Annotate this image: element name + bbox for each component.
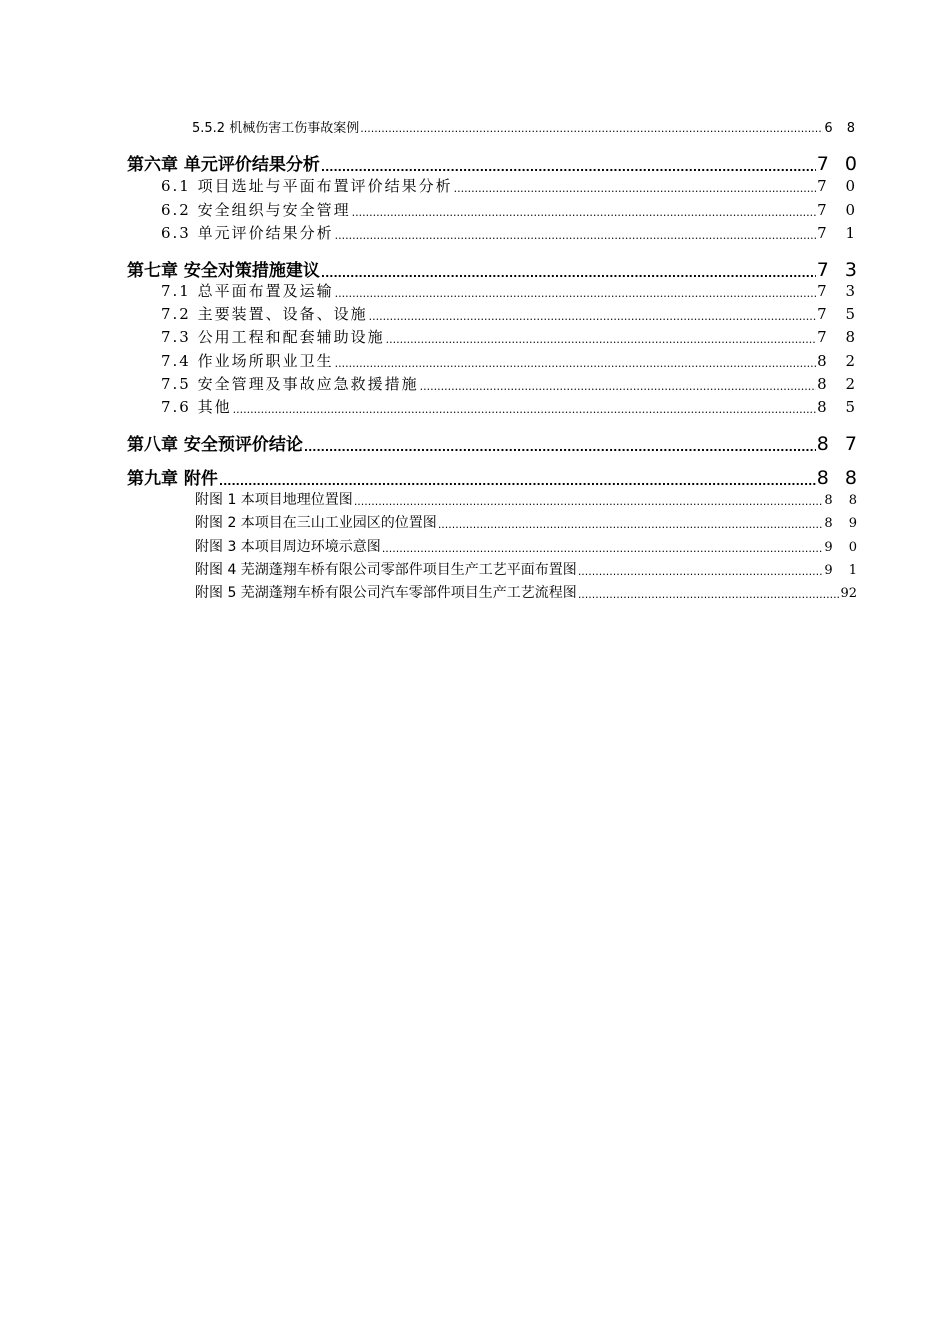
toc-entry-page: 7 1 [817, 224, 862, 242]
dot-leader [438, 518, 824, 532]
toc-entry-title: 5.5.2 机械伤害工伤事故案例 [192, 121, 360, 136]
dot-leader [382, 542, 824, 556]
toc-entry-page: 8 5 [817, 398, 862, 416]
toc-entry-page: 8 9 [824, 516, 863, 531]
dot-leader [335, 228, 817, 243]
dot-leader [578, 588, 840, 602]
toc-entry[interactable] [195, 536, 863, 556]
toc-chapter-9[interactable] [127, 464, 862, 489]
toc-entry-title: 7.3 公用工程和配套辅助设施 [161, 328, 385, 346]
toc-entry-page: 7 8 [817, 328, 862, 346]
toc-entry-page: 8 2 [817, 352, 862, 370]
toc-chapter-8[interactable] [127, 430, 862, 455]
toc-entry-page: 8 7 [816, 433, 862, 455]
dot-leader [369, 309, 817, 324]
toc-entry[interactable] [195, 559, 863, 579]
dot-leader [578, 565, 824, 579]
toc-entry-page: 8 8 [816, 467, 862, 489]
toc-entry[interactable] [161, 350, 862, 371]
toc-entry-page: 8 8 [824, 493, 863, 508]
dot-leader [454, 181, 817, 196]
toc-entry-title: 附图 5 芜湖蓬翔车桥有限公司汽车零部件项目生产工艺流程图 [195, 585, 577, 601]
dot-leader [354, 495, 824, 509]
dot-leader [321, 264, 816, 281]
dot-leader [335, 286, 817, 301]
toc-entry[interactable] [161, 199, 862, 220]
dot-leader [321, 158, 816, 175]
toc-entry-title: 7.6 其他 [161, 398, 232, 416]
dot-leader [360, 123, 823, 136]
toc-entry[interactable] [195, 582, 857, 602]
toc-entry-page: 7 3 [817, 282, 862, 300]
dot-leader [219, 472, 816, 489]
toc-entry-title: 6.2 安全组织与安全管理 [161, 201, 351, 219]
dot-leader [352, 205, 817, 220]
toc-entry-title: 7.4 作业场所职业卫生 [161, 352, 334, 370]
toc-entry-title: 7.2 主要装置、设备、设施 [161, 305, 368, 323]
toc-chapter-6[interactable] [127, 150, 862, 175]
toc-chapter-7[interactable] [127, 256, 862, 281]
toc-entry-page: 9 0 [824, 540, 863, 555]
toc-entry-title: 第八章 安全预评价结论 [127, 435, 303, 455]
toc-entry-title: 7.1 总平面布置及运输 [161, 282, 334, 300]
toc-entry[interactable] [192, 117, 860, 136]
toc-entry[interactable] [161, 280, 862, 301]
toc-entry-title: 附图 3 本项目周边环境示意图 [195, 539, 381, 555]
toc-entry-page: 7 3 [816, 259, 862, 281]
toc-entry[interactable] [195, 489, 863, 509]
toc-entry[interactable] [195, 512, 863, 532]
dot-leader [304, 438, 816, 455]
toc-entry-title: 第九章 附件 [127, 469, 218, 489]
toc-entry[interactable] [161, 303, 862, 324]
toc-entry[interactable] [161, 373, 862, 394]
toc-entry-page: 6 8 [824, 121, 860, 136]
toc-entry-title: 附图 1 本项目地理位置图 [195, 492, 353, 508]
toc-entry-page: 7 5 [817, 305, 862, 323]
toc-entry-title: 第六章 单元评价结果分析 [127, 155, 320, 175]
dot-leader [335, 356, 817, 371]
toc-entry-page: 8 2 [817, 375, 862, 393]
toc-entry-title: 6.1 项目选址与平面布置评价结果分析 [161, 177, 453, 195]
toc-entry-page: 92 [840, 586, 857, 601]
toc-entry-title: 7.5 安全管理及事故应急救援措施 [161, 375, 419, 393]
toc-entry-page: 7 0 [817, 201, 862, 219]
toc-entry-title: 附图 4 芜湖蓬翔车桥有限公司零部件项目生产工艺平面布置图 [195, 562, 577, 578]
toc-entry[interactable] [161, 175, 862, 196]
toc-entry[interactable] [161, 326, 862, 347]
toc-entry-page: 9 1 [824, 563, 863, 578]
toc-entry-title: 附图 2 本项目在三山工业园区的位置图 [195, 515, 437, 531]
toc-entry-page: 7 0 [816, 153, 862, 175]
dot-leader [233, 402, 817, 417]
dot-leader [386, 332, 817, 347]
toc-entry-title: 6.3 单元评价结果分析 [161, 224, 334, 242]
toc-entry[interactable] [161, 396, 862, 417]
dot-leader [420, 379, 817, 394]
toc-entry-title: 第七章 安全对策措施建议 [127, 261, 320, 281]
toc-entry[interactable] [161, 222, 862, 243]
toc-entry-page: 7 0 [817, 177, 862, 195]
